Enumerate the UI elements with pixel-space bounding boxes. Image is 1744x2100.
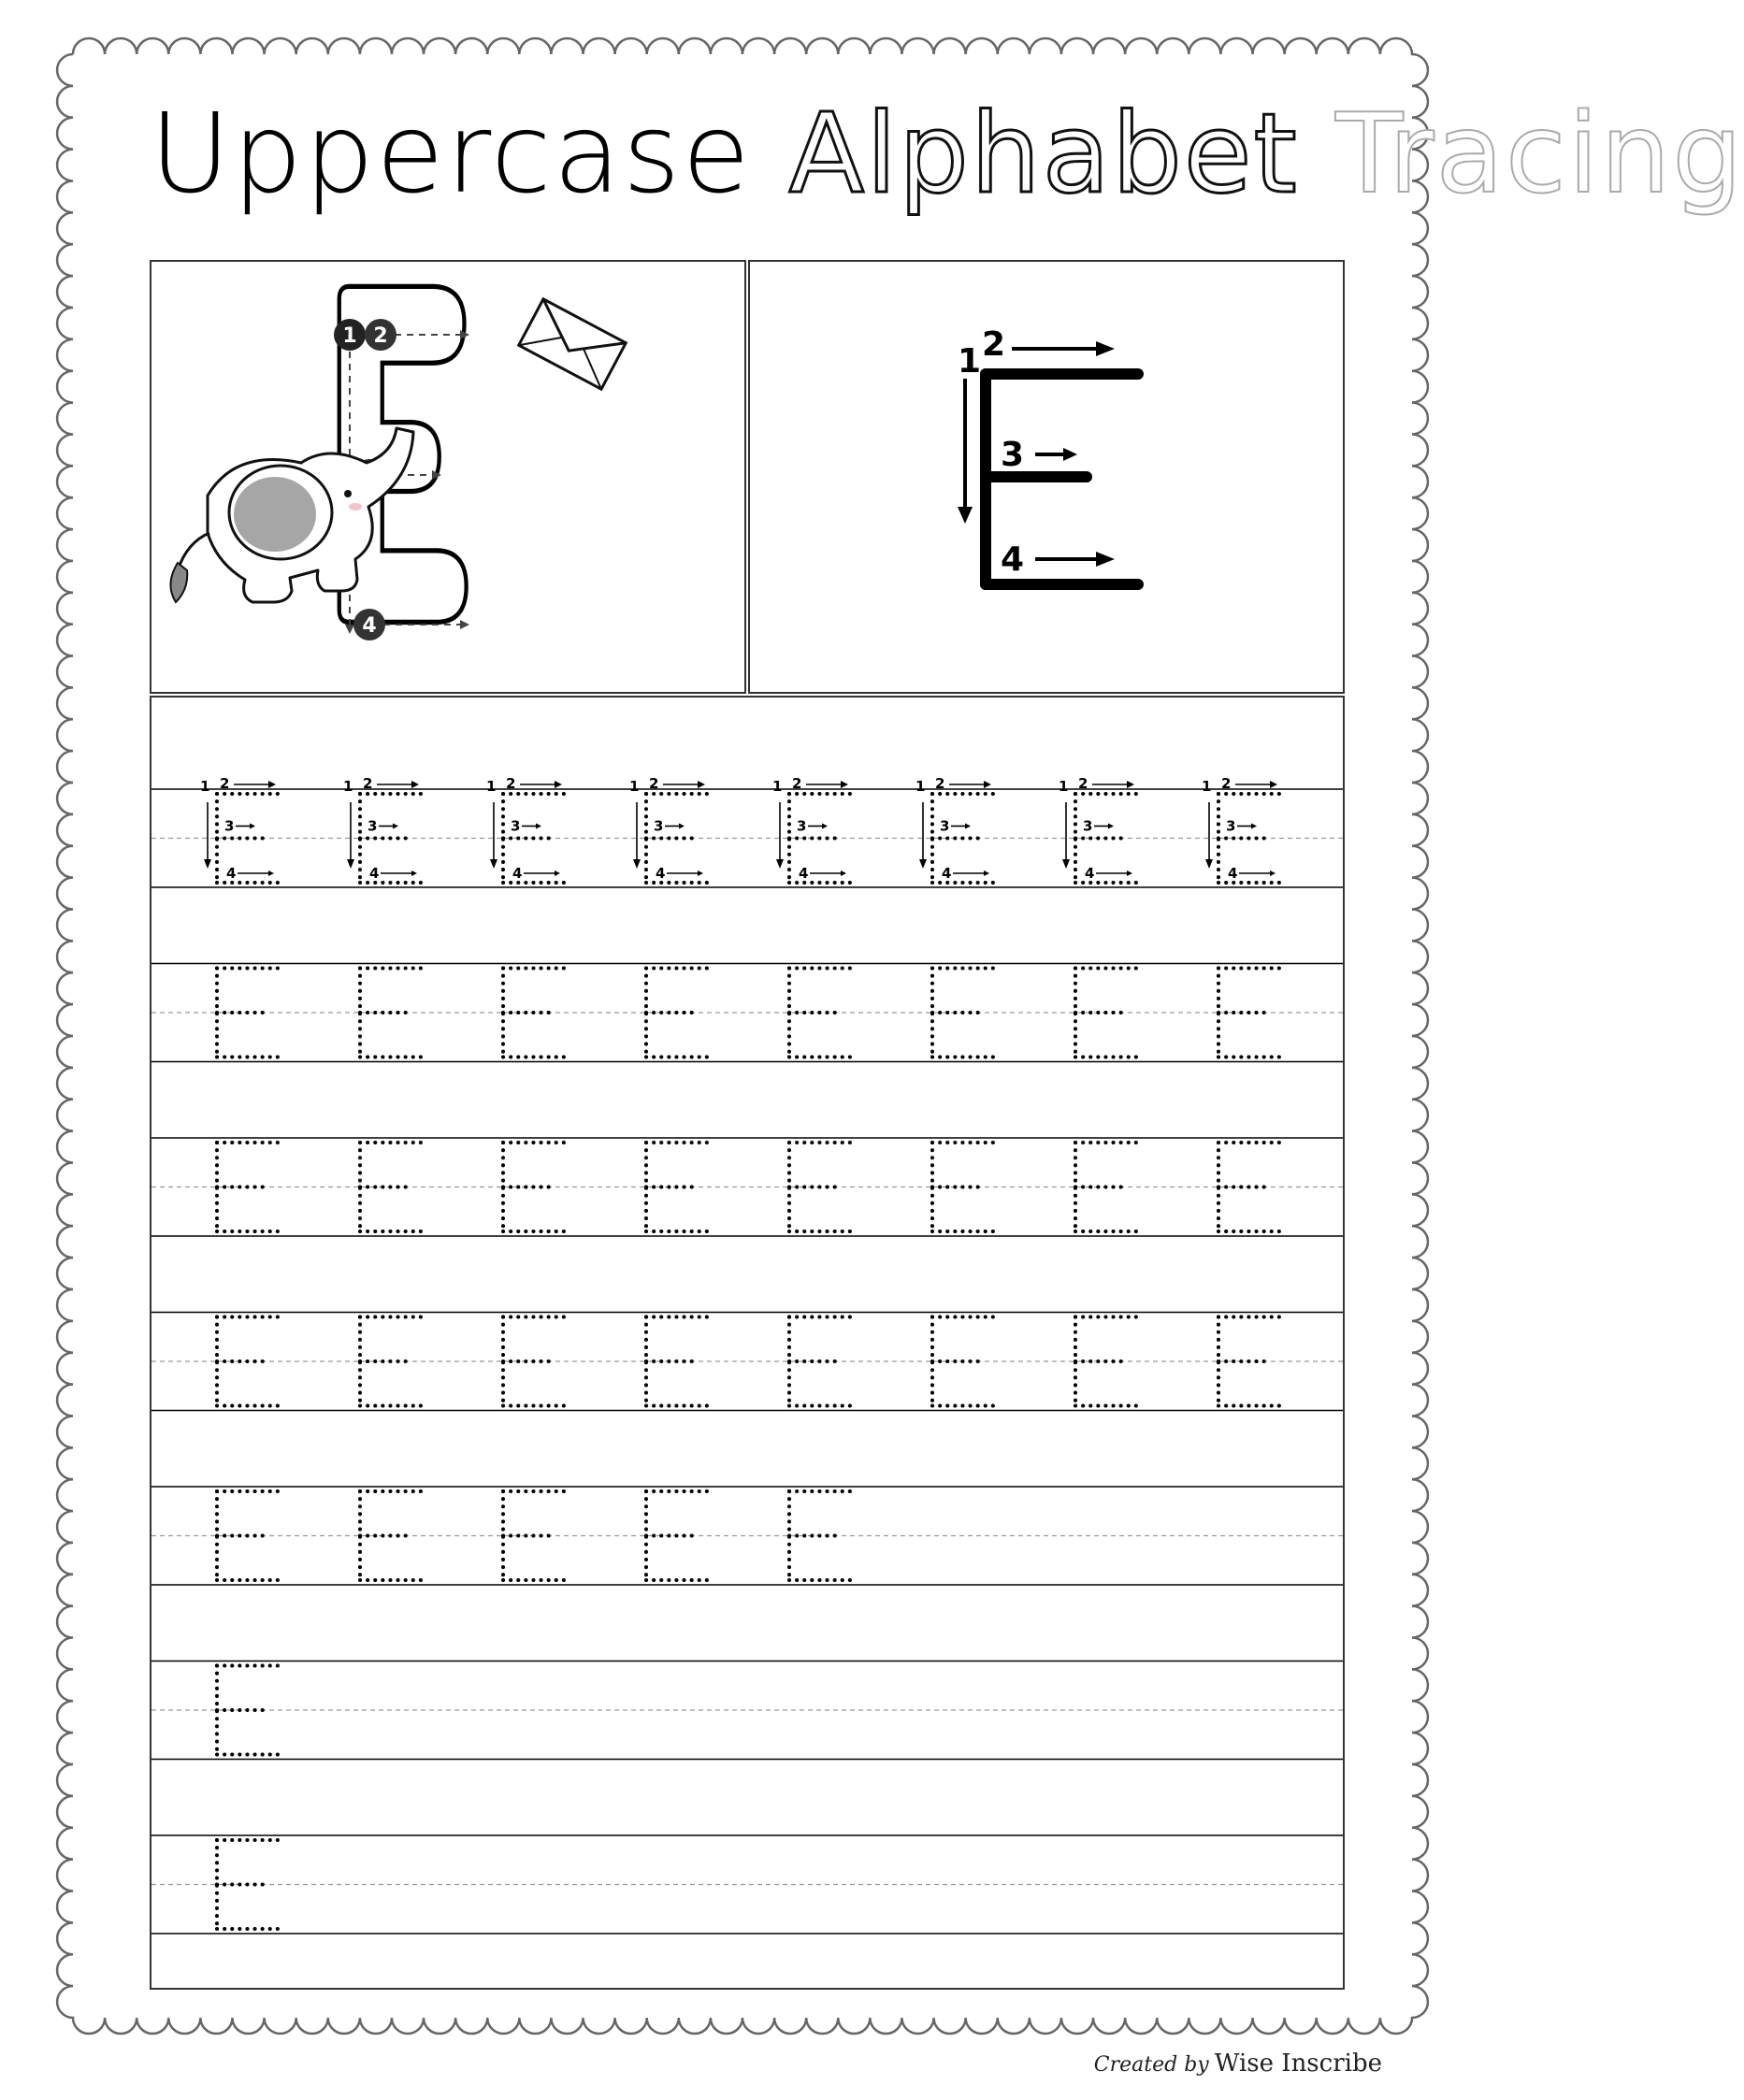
dotted-letter-e	[360, 969, 427, 1057]
dotted-letter-e	[915, 775, 1000, 883]
dotted-letter-e	[1218, 969, 1286, 1057]
dotted-letter-e	[1075, 1317, 1143, 1406]
dotted-letter-e	[932, 1143, 1000, 1231]
stroke-number: 3	[940, 817, 950, 835]
stroke-number: 3	[1083, 817, 1093, 835]
dotted-letter-e	[646, 1143, 713, 1231]
stroke-number: 4	[1085, 865, 1095, 882]
badge-1: 1	[342, 324, 357, 348]
stroke-number: 2	[506, 775, 516, 792]
dotted-letter-e	[1202, 775, 1286, 883]
stroke-number: 1	[915, 778, 926, 795]
dotted-letter-e	[789, 1317, 857, 1406]
stroke-number: 2	[220, 775, 230, 792]
title-word-alphabet: Alphabet	[788, 89, 1299, 218]
title-word-tracing: Tracing	[1335, 89, 1744, 218]
tracing-lines	[151, 698, 1343, 1988]
stroke-number: 2	[792, 775, 802, 792]
badge-2: 2	[373, 324, 388, 348]
practice-area	[150, 696, 1345, 1990]
dotted-letter-e	[1075, 969, 1143, 1057]
dotted-letter-e	[789, 1491, 857, 1580]
dotted-letter-e	[217, 1317, 284, 1406]
stroke-number: 1	[486, 778, 497, 795]
dotted-letter-e	[1059, 775, 1143, 883]
dotted-letter-e	[486, 775, 570, 883]
dotted-letter-e	[360, 1317, 427, 1406]
credit-line	[1094, 2050, 1382, 2078]
stroke-number: 1	[1059, 778, 1069, 795]
stroke-number-3: 3	[1001, 436, 1025, 474]
dotted-letter-e	[343, 775, 427, 883]
stroke-number-2: 2	[982, 325, 1006, 364]
dotted-letter-e	[1218, 1143, 1286, 1231]
dotted-letter-e	[629, 775, 713, 883]
stroke-number: 2	[649, 775, 659, 792]
stroke-number: 1	[200, 778, 210, 795]
dotted-letter-e	[360, 1491, 427, 1580]
dotted-letter-e	[789, 1143, 857, 1231]
stroke-number: 1	[629, 778, 640, 795]
stroke-number: 2	[1078, 775, 1088, 792]
dotted-letter-e	[217, 1143, 284, 1231]
stroke-order-panel	[748, 260, 1345, 694]
dotted-letter-e	[217, 1840, 284, 1929]
dotted-letter-e	[646, 1491, 713, 1580]
stroke-number: 4	[226, 865, 237, 882]
stroke-number: 4	[942, 865, 952, 882]
dotted-letter-e	[200, 775, 284, 883]
dotted-letter-e	[646, 1317, 713, 1406]
stroke-number: 3	[224, 817, 235, 835]
dotted-letter-e	[503, 1143, 570, 1231]
stroke-number-1: 1	[958, 342, 982, 381]
dotted-letter-e	[932, 969, 1000, 1057]
dotted-letter-e	[503, 1317, 570, 1406]
dotted-letter-e	[503, 969, 570, 1057]
envelope-icon	[519, 299, 627, 389]
stroke-number: 1	[343, 778, 353, 795]
stroke-number: 4	[799, 865, 809, 882]
credit-name: Wise Inscribe	[1214, 2050, 1382, 2078]
dotted-letter-e	[503, 1491, 570, 1580]
dotted-letter-e	[772, 775, 857, 883]
dotted-letter-e	[217, 1491, 284, 1580]
title-word-uppercase: Uppercase	[150, 89, 752, 218]
dotted-letter-e	[217, 1666, 284, 1755]
stroke-number: 1	[1202, 778, 1212, 795]
stroke-number: 2	[935, 775, 945, 792]
dotted-letter-e	[1218, 1317, 1286, 1406]
stroke-number-4: 4	[1001, 540, 1025, 579]
dotted-letter-e	[932, 1317, 1000, 1406]
stroke-number: 3	[368, 817, 378, 835]
credit-prefix: Created by	[1093, 2053, 1209, 2077]
page-title	[150, 89, 1744, 218]
stroke-number: 4	[656, 865, 666, 882]
stroke-number: 3	[654, 817, 664, 835]
stroke-number: 2	[363, 775, 373, 792]
stroke-number: 4	[1228, 865, 1238, 882]
dotted-letter-e	[360, 1143, 427, 1231]
dotted-letter-e	[789, 969, 857, 1057]
stroke-number: 3	[511, 817, 521, 835]
illustration-panel	[150, 260, 746, 694]
stroke-number: 3	[797, 817, 807, 835]
stroke-number: 1	[772, 778, 783, 795]
dotted-letter-e	[1075, 1143, 1143, 1231]
stroke-number: 2	[1221, 775, 1232, 792]
stroke-number: 4	[369, 865, 380, 882]
stroke-number: 3	[1226, 817, 1236, 835]
dotted-letter-e	[646, 969, 713, 1057]
dotted-letter-e	[217, 969, 284, 1057]
badge-4: 4	[362, 614, 377, 638]
stroke-number: 4	[512, 865, 523, 882]
